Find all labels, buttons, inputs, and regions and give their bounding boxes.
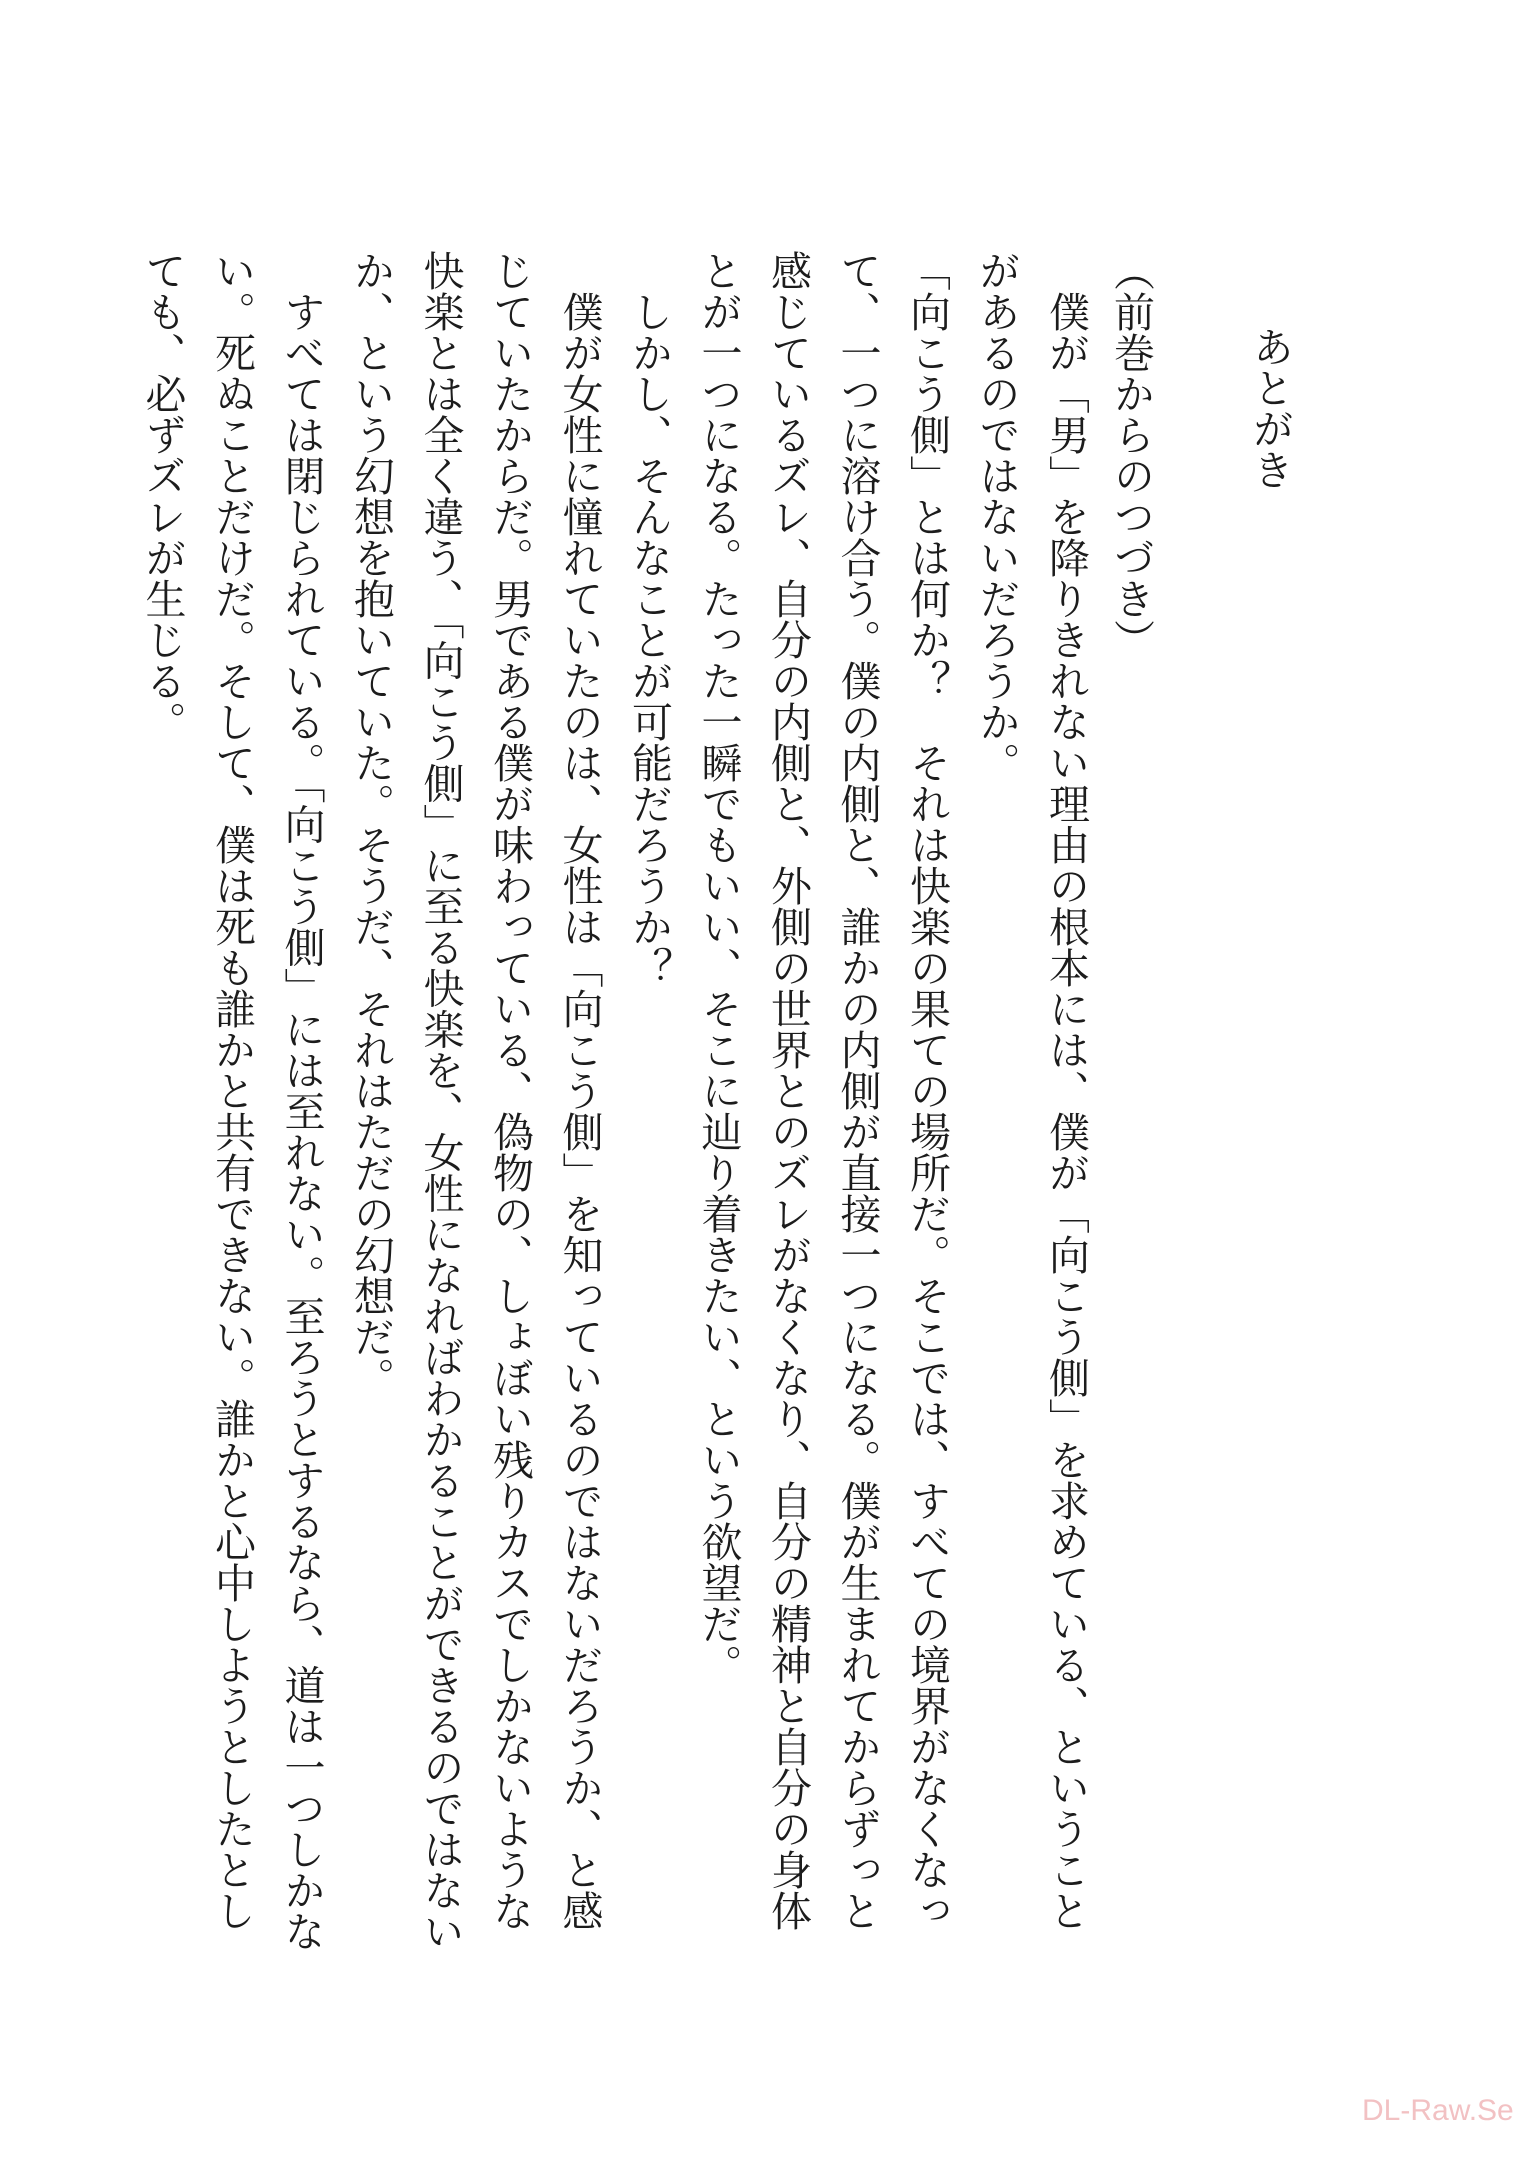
paragraph-5	[127, 250, 336, 2030]
paragraph-1	[961, 250, 1100, 2030]
text-line: 「向こう側」とは何か？ それは快楽の果ての場所だ。そこでは、すべての境界がなくなっ	[903, 250, 951, 1931]
text-line: じていたからだ。男である僕が味わっている、偽物の、しょぼい残りカスでしかないような	[486, 250, 534, 1931]
page-title: あとがき	[1246, 326, 1294, 490]
watermark-text: DL-Raw.Se	[1362, 2094, 1514, 2127]
continuation-note: （前巻からのつづき）	[1107, 250, 1155, 660]
text-line: 快楽とは全く違う、「向こう側」に至る快楽を、女性になればわかることができるのではない	[416, 250, 465, 1952]
text-line: があるのではないだろうか。	[972, 250, 1021, 783]
paragraph-4	[336, 250, 614, 2030]
paragraph-3	[614, 250, 684, 2030]
text-line: 僕が「男」を降りきれない理由の根本には、僕が「向こう側」を求めている、ということ	[1042, 291, 1090, 1931]
text-line: 僕が女性に憧れていたのは、女性は「向こう側」を知っているのではないだろうか、と感	[555, 291, 604, 1931]
text-line: か、という幻想を抱いていた。そうだ、それはただの幻想だ。	[347, 250, 395, 1398]
paragraph-2	[683, 250, 961, 2030]
text-line: い。死ぬことだけだ。そして、僕は死も誰かと共有できない。誰かと心中しようとしたとし	[208, 250, 256, 1931]
text-line: 感じているズレ、自分の内側と、外側の世界とのズレがなくなり、自分の精神と自分の身体	[764, 250, 812, 1931]
text-line: て、一つに溶け合う。僕の内側と、誰かの内側が直接一つになる。僕が生まれてからずっと	[833, 250, 882, 1931]
text-line: とが一つになる。たった一瞬でもいい、そこに辿り着きたい、という欲望だ。	[694, 250, 743, 1685]
body-text	[127, 250, 1100, 2030]
text-line: ても、必ずズレが生じる。	[138, 250, 187, 742]
text-line: しかし、そんなことが可能だろうか？	[625, 291, 673, 988]
text-line: すべては閉じられている。「向こう側」には至れない。至ろうとするなら、道は一つしかな	[277, 291, 326, 1952]
